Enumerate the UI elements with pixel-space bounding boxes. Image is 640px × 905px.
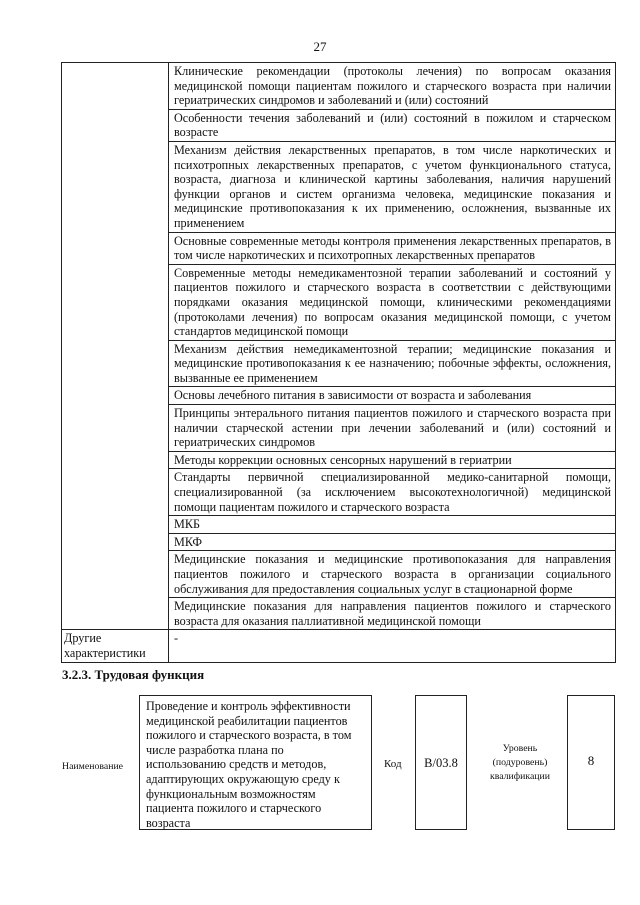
knowledge-item: Клинические рекомендации (протоколы лечения) по вопросам оказания медицинской помощи пациентам пожилого и старческого возраста при наличии гериатрических синдромов и заболеваний и (или) состояний [169, 63, 616, 110]
qualification-level-value: 8 [587, 753, 595, 768]
qualification-level-box [567, 695, 615, 830]
knowledge-item: Медицинские показания для направления пациентов пожилого и старческого возраста для оказания паллиативной медицинской помощи [169, 598, 616, 630]
knowledge-item: Принципы энтерального питания пациентов пожилого и старческого возраста при наличии старческой астении при лечении заболеваний и (или) состояний и гериатрических синдромов [169, 405, 616, 452]
knowledge-label-cell [62, 63, 169, 630]
knowledge-item: МКФ [169, 533, 616, 551]
requirements-table [61, 62, 616, 663]
name-label: Наименование [62, 761, 124, 772]
knowledge-item: Особенности течения заболеваний и (или) состояний в пожилом и старческом возрасте [169, 109, 616, 141]
code-label: Код [384, 758, 402, 770]
code-value: В/03.8 [424, 756, 458, 770]
knowledge-item: Механизм действия немедикаментозной терапии; медицинские показания и медицинские противопоказания к ее назначению; побочные эффекты, осложнения, вызванные ее применением [169, 340, 616, 387]
page-number: 27 [313, 39, 327, 54]
knowledge-item: Механизм действия лекарственных препаратов, в том числе наркотических и психотропных лекарственных препаратов, с учетом функционального статуса, возраста, диагноза и клинической картины заболевания, наличия нарушений функции органов и систем организма человека, медицинские показания и медицинские противопоказания к их применению, осложнения, вызванные их применением [169, 141, 616, 232]
qualification-level-label: Уровень (подуровень) квалификации [489, 743, 551, 782]
code-box [415, 695, 467, 830]
other-characteristics-label: Другие характеристики [62, 630, 169, 662]
knowledge-item: Медицинские показания и медицинские противопоказания для направления пациентов пожилого и старческого возраста в организации социального обслуживания для предоставления социальных услуг в стационарной форме [169, 551, 616, 598]
table-row [62, 63, 616, 110]
knowledge-item: МКБ [169, 516, 616, 534]
other-characteristics-value: - [169, 630, 616, 662]
section-heading: 3.2.3. Трудовая функция [62, 667, 205, 682]
knowledge-item: Основы лечебного питания в зависимости от возраста и заболевания [169, 387, 616, 405]
knowledge-item: Основные современные методы контроля применения лекарственных препаратов, в том числе наркотических и психотропных лекарственных препаратов [169, 232, 616, 264]
labor-function-name: Проведение и контроль эффективности медицинской реабилитации пациентов пожилого и старческого возраста, в том числе разработка плана по использованию средств и методов, адаптирующих окружающую среду к функциональным возможностям пациента пожилого и старческого возраста [139, 695, 372, 830]
knowledge-item: Методы коррекции основных сенсорных нарушений в гериатрии [169, 451, 616, 469]
table-row [62, 630, 616, 662]
knowledge-item: Стандарты первичной специализированной медико-санитарной помощи, специализированной (за исключением высокотехнологичной) медицинской помощи пациентам пожилого и старческого возраста [169, 469, 616, 516]
knowledge-item: Современные методы немедикаментозной терапии заболеваний и состояний у пациентов пожилого и старческого возраста в соответствии с действующими порядками оказания медицинской помощи, клиническими рекомендациями (протоколами лечения) по вопросам оказания медицинской помощи, с учетом стандартов медицинской помощи [169, 264, 616, 340]
